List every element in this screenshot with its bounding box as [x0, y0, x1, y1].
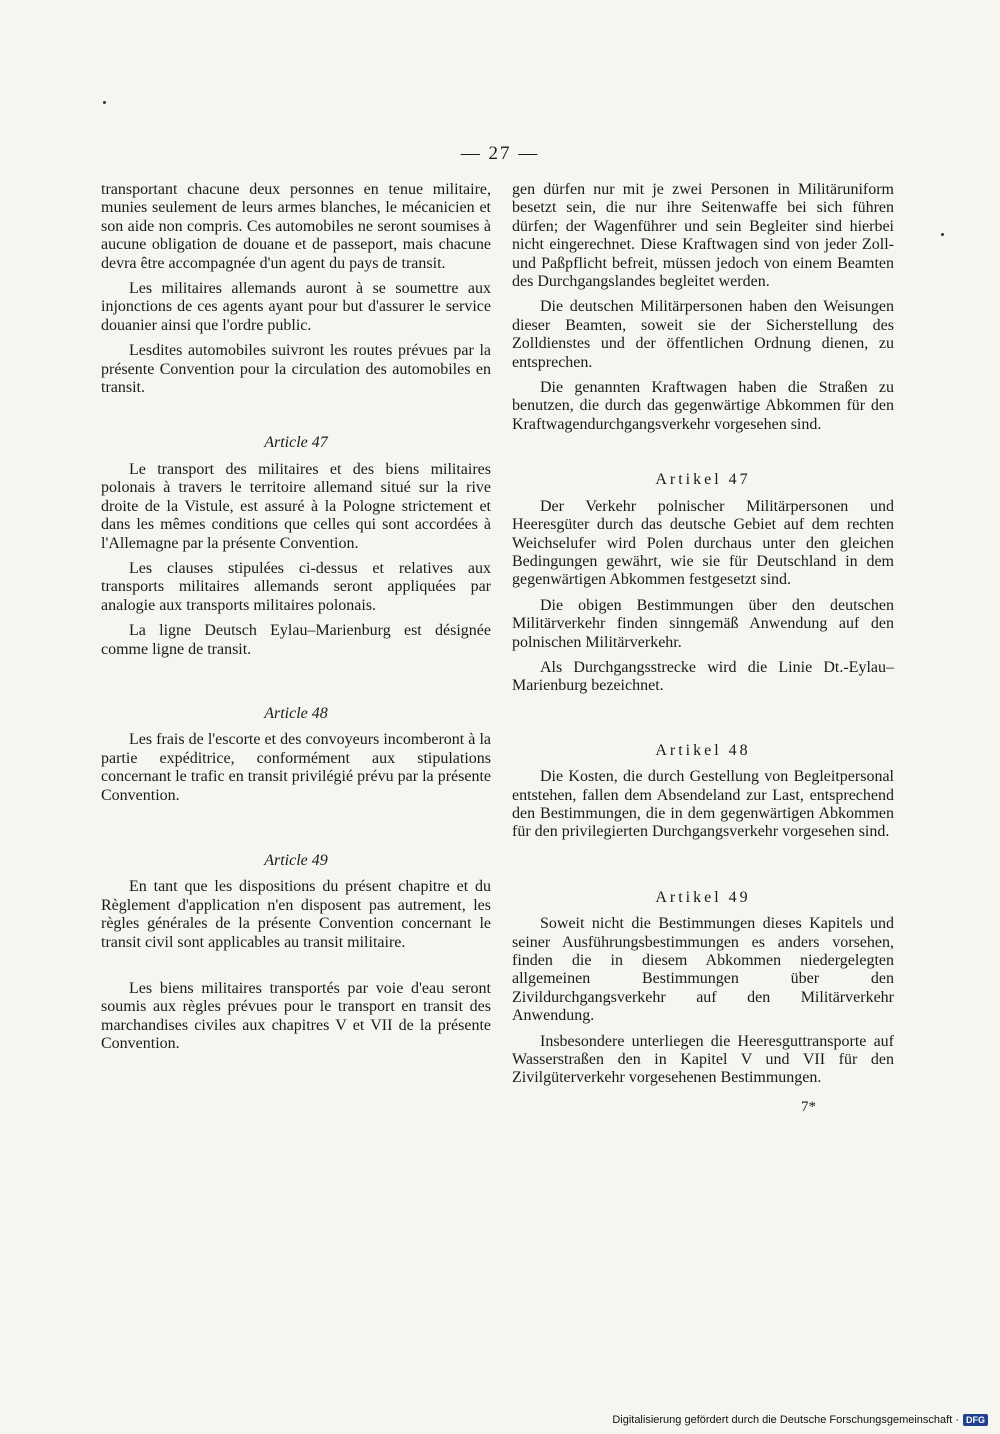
german-article-48-paragraph: Die Kosten, die durch Gestellung von Begleitpersonal entstehen, fallen dem Absendeland zur Last, entsprechend den Bestimmungen, die in dem gegenwärtigen Abkommen für den privilegierten Durchgangsverkehr vorgesehen sind. — [512, 768, 894, 841]
scan-speck — [103, 101, 106, 104]
footer-text: Digitalisierung gefördert durch die Deutsche Forschungsgemeinschaft · — [612, 1414, 959, 1426]
french-column — [101, 181, 491, 1061]
german-article-49-paragraph: Insbesondere unterliegen die Heeresguttransporte auf Wasserstraßen den in Kapitel V und VII für den Zivilgüterverkehr vorgesehenen Bestimmungen. — [512, 1032, 894, 1087]
french-intro-paragraph: transportant chacune deux personnes en tenue militaire, munies seulement de leurs armes blanches, le mécanicien et son aide non compris. Ces automobiles ne seront soumises à aucune obligation de douane et de passeport, mais chacune devra être accompagnée d'un agent du pays de transit. — [101, 181, 491, 272]
french-article-47-paragraph: Le transport des militaires et des biens militaires polonais à travers le territoire allemand situé sur la rive droite de la Vistule, est assuré à la Pologne strictement et dans les mêmes conditions que celles qui sont accordées à l'Allemagne par la présente Convention. — [101, 460, 491, 552]
german-article-47-paragraph: Als Durchgangsstrecke wird die Linie Dt.-Eylau–Marienburg bezeichnet. — [512, 658, 894, 695]
french-intro-paragraph: Lesdites automobiles suivront les routes prévues par la présente Convention pour la circulation des automobiles en transit. — [101, 342, 491, 397]
german-intro-paragraph: gen dürfen nur mit je zwei Personen in Militäruniform besetzt sein, die nur ihre Seitenwaffe bei sich führen dürfen; der Wagenführer und sein Begleiter sind hierbei nicht eingerechnet. Diese Kraftwagen sind von jeder Zoll- und Paßpflicht befreit, müssen jedoch von einem Beamten des Durchgangslandes begleitet werden. — [512, 181, 894, 291]
dfg-logo: DFG — [963, 1414, 988, 1426]
french-article-49-paragraph: En tant que les dispositions du présent chapitre et du Règlement d'application n'en disposent pas autrement, les règles générales de la présente Convention concernant le transit civil sont applicables au transit militaire. — [101, 878, 491, 951]
german-article-48-heading: Artikel 48 — [655, 741, 751, 759]
german-article-49-paragraph: Soweit nicht die Bestimmungen dieses Kapitels und seiner Ausführungsbestimmungen es anders vorsehen, finden die in diesem Abkommen niedergelegten allgemeinen Bestimmungen über den Zivildurchgangsverkehr auf den Militärverkehr Anwendung. — [512, 915, 894, 1025]
french-intro-paragraph: Les militaires allemands auront à se soumettre aux injonctions de ces agents ayant pour but d'assurer le service douanier ainsi que l'ordre public. — [101, 280, 491, 334]
french-article-47-paragraph: Les clauses stipulées ci-dessus et relatives aux transports militaires allemands seront appliquées par analogie aux transports militaires polonais. — [101, 559, 491, 614]
german-column — [512, 181, 894, 1116]
german-article-47-heading: Artikel 47 — [655, 471, 751, 489]
page-number: — 27 — — [460, 143, 540, 164]
sheet-mark — [512, 1098, 894, 1116]
french-article-47-paragraph: La ligne Deutsch Eylau–Marienburg est désignée comme ligne de transit. — [101, 622, 491, 658]
german-intro-paragraph: Die deutschen Militärpersonen haben den Weisungen dieser Beamten, soweit sie der Sicherstellung des Zolldienstes und der öffentlichen Ordnung dienen, zu entsprechen. — [512, 298, 894, 371]
german-article-49-heading: Artikel 49 — [655, 888, 751, 906]
scan-speck — [941, 233, 944, 236]
french-article-48-paragraph: Les frais de l'escorte et des convoyeurs incomberont à la partie expéditrice, conformément aux stipulations concernant le trafic en transit privilégié prévu par la présente Convention. — [101, 731, 491, 804]
sheet-mark-text: 7* — [801, 1098, 816, 1115]
digitization-footer — [612, 1414, 988, 1426]
french-article-48-heading: Article 48 — [264, 704, 328, 722]
french-article-47-heading: Article 47 — [264, 434, 328, 452]
german-intro-paragraph: Die genannten Kraftwagen haben die Straßen zu benutzen, die durch das gegenwärtige Abkommen für den Kraftwagendurchgangsverkehr vorgesehen sind. — [512, 379, 894, 433]
french-article-49-paragraph: Les biens militaires transportés par voie d'eau seront soumis aux règles prévues pour le transport en transit des marchandises civiles aux chapitres V et VII de la présente Convention. — [101, 980, 491, 1053]
german-article-47-paragraph: Die obigen Bestimmungen über den deutschen Militärverkehr finden sinngemäß Anwendung auf den polnischen Militärverkehr. — [512, 596, 894, 651]
german-article-47-paragraph: Der Verkehr polnischer Militärpersonen und Heeresgüter durch das deutsche Gebiet auf dem rechten Weichselufer wird Polen durchaus unter den gleichen Bedingungen gewährt, wie sie für Deutschland in dem gegenwärtigen Abkommen festgesetzt sind. — [512, 497, 894, 589]
french-article-49-heading: Article 49 — [264, 851, 328, 869]
